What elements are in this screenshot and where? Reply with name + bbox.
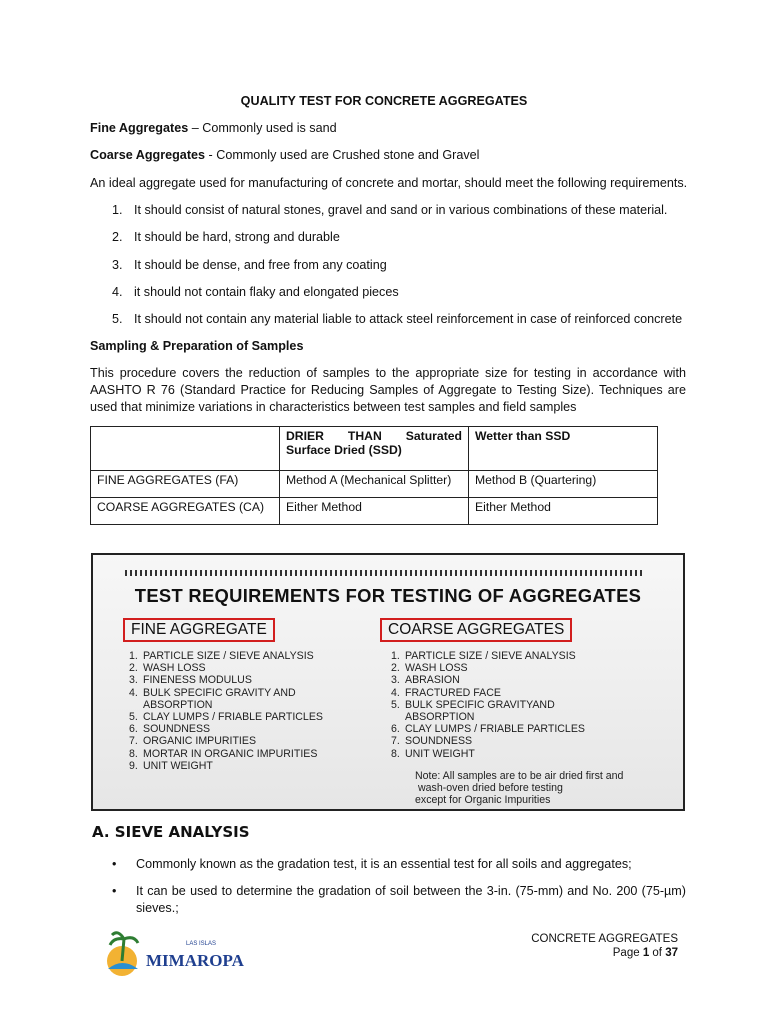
- banner-note: [415, 770, 623, 806]
- mimaropa-logo: [102, 931, 244, 979]
- sampling-heading: Sampling & Preparation of Samples: [90, 339, 304, 353]
- bullet-icon: •: [112, 857, 117, 871]
- coarse-requirements-list: [391, 650, 585, 760]
- list-item: 3. It should be dense, and free from any coating: [112, 258, 387, 272]
- fine-term: Fine Aggregates: [90, 121, 189, 135]
- test-requirements-image: [91, 553, 685, 811]
- note-line: except for Organic Impurities: [415, 794, 551, 806]
- list-item: 5. It should not contain any material liable to attack steel reinforcement in case of reinforced concrete: [112, 312, 683, 326]
- table-header-row: [91, 427, 658, 471]
- list-item: 4. it should not contain flaky and elongated pieces: [112, 285, 399, 299]
- list-item: 6. CLAY LUMPS / FRIABLE PARTICLES: [391, 723, 585, 736]
- list-item: 1. PARTICLE SIZE / SIEVE ANALYSIS: [129, 650, 314, 662]
- list-item: [112, 856, 686, 873]
- table-cell: COARSE AGGREGATES (CA): [91, 498, 280, 525]
- logo-graphic: [102, 931, 244, 979]
- list-item: 9. UNIT WEIGHT: [129, 759, 213, 772]
- coarse-description: - Commonly used are Crushed stone and Gravel: [205, 148, 480, 162]
- coarse-aggregates-line: [90, 148, 479, 162]
- list-item: 1. It should consist of natural stones, gravel and sand or in various combinations of these material.: [112, 203, 668, 217]
- list-item: 2. WASH LOSS: [129, 662, 206, 675]
- intro-text: An ideal aggregate used for manufacturing of concrete and mortar, should meet the following requirements.: [90, 176, 688, 190]
- list-item: 3. FINENESS MODULUS: [129, 674, 252, 687]
- table-header-cell: Wetter than SSD: [469, 427, 658, 471]
- logo-text: MIMAROPA: [146, 951, 244, 970]
- sampling-method-table: [90, 426, 658, 525]
- sieve-analysis-heading: A. SIEVE ANALYSIS: [92, 823, 250, 841]
- list-item: 8. UNIT WEIGHT: [391, 747, 475, 760]
- banner-title: TEST REQUIREMENTS FOR TESTING OF AGGREGATES: [134, 585, 642, 606]
- fine-description: – Commonly used is sand: [188, 121, 337, 135]
- table-cell: Either Method: [469, 498, 658, 525]
- table-row: [91, 471, 658, 498]
- table-row: [91, 498, 658, 525]
- list-item: 4. BULK SPECIFIC GRAVITY AND: [129, 686, 296, 699]
- list-item: 8. MORTAR IN ORGANIC IMPURITIES: [129, 747, 318, 760]
- table-cell: FINE AGGREGATES (FA): [91, 471, 280, 498]
- list-item: 2. It should be hard, strong and durable: [112, 230, 340, 244]
- list-item: ABSORPTION: [143, 698, 213, 711]
- list-item: [112, 883, 686, 917]
- table-cell: Method A (Mechanical Splitter): [280, 471, 469, 498]
- list-item: 7. ORGANIC IMPURITIES: [129, 735, 257, 748]
- sampling-paragraph: This procedure covers the reduction of samples to the appropriate size for testing in accordance with AASHTO R 76 (Standard Practice for Reducing Samples of Aggregate to Testing Size). Techniques are used that minimize variations in characteristics between test samples and field samples: [90, 366, 686, 414]
- logo-small-text: LAS ISLAS: [186, 941, 217, 947]
- table-cell: Either Method: [280, 498, 469, 525]
- page-number: Page 1 of 37: [612, 947, 678, 959]
- document-title: QUALITY TEST FOR CONCRETE AGGREGATES: [240, 94, 528, 108]
- note-line: Note: All samples are to be air dried first and: [415, 770, 624, 782]
- list-item: 5. CLAY LUMPS / FRIABLE PARTICLES: [129, 711, 323, 724]
- bullet-text: Commonly known as the gradation test, it is an essential test for all soils and aggregates;: [136, 857, 632, 871]
- list-item: ABSORPTION: [405, 711, 475, 724]
- list-item: 5. BULK SPECIFIC GRAVITYAND: [391, 698, 555, 711]
- fine-aggregate-label: FINE AGGREGATE: [123, 618, 275, 642]
- list-item: 2. WASH LOSS: [391, 662, 468, 675]
- dashed-rule: [125, 570, 645, 576]
- fine-requirements-list: [129, 650, 323, 772]
- table-header-cell: DRIER THAN Saturated Surface Dried (SSD): [280, 427, 469, 471]
- coarse-term: Coarse Aggregates: [90, 148, 206, 162]
- coarse-aggregates-label: COARSE AGGREGATES: [380, 618, 572, 642]
- fine-aggregates-line: [90, 121, 337, 135]
- footer-label: CONCRETE AGGREGATES: [531, 933, 678, 945]
- list-item: 6. SOUNDNESS: [129, 723, 211, 736]
- list-item: 7. SOUNDNESS: [391, 735, 473, 748]
- list-item: 4. FRACTURED FACE: [391, 686, 501, 699]
- bullet-icon: •: [112, 884, 117, 898]
- table-cell: Method B (Quartering): [469, 471, 658, 498]
- table-header-cell: [91, 427, 280, 471]
- note-line: wash-oven dried before testing: [418, 782, 563, 794]
- list-item: 1. PARTICLE SIZE / SIEVE ANALYSIS: [391, 650, 576, 662]
- list-item: 3. ABRASION: [391, 674, 460, 687]
- bullet-text: It can be used to determine the gradation of soil between the 3-in. (75-mm) and No. 200 (75-µm) sieves.;: [136, 884, 686, 915]
